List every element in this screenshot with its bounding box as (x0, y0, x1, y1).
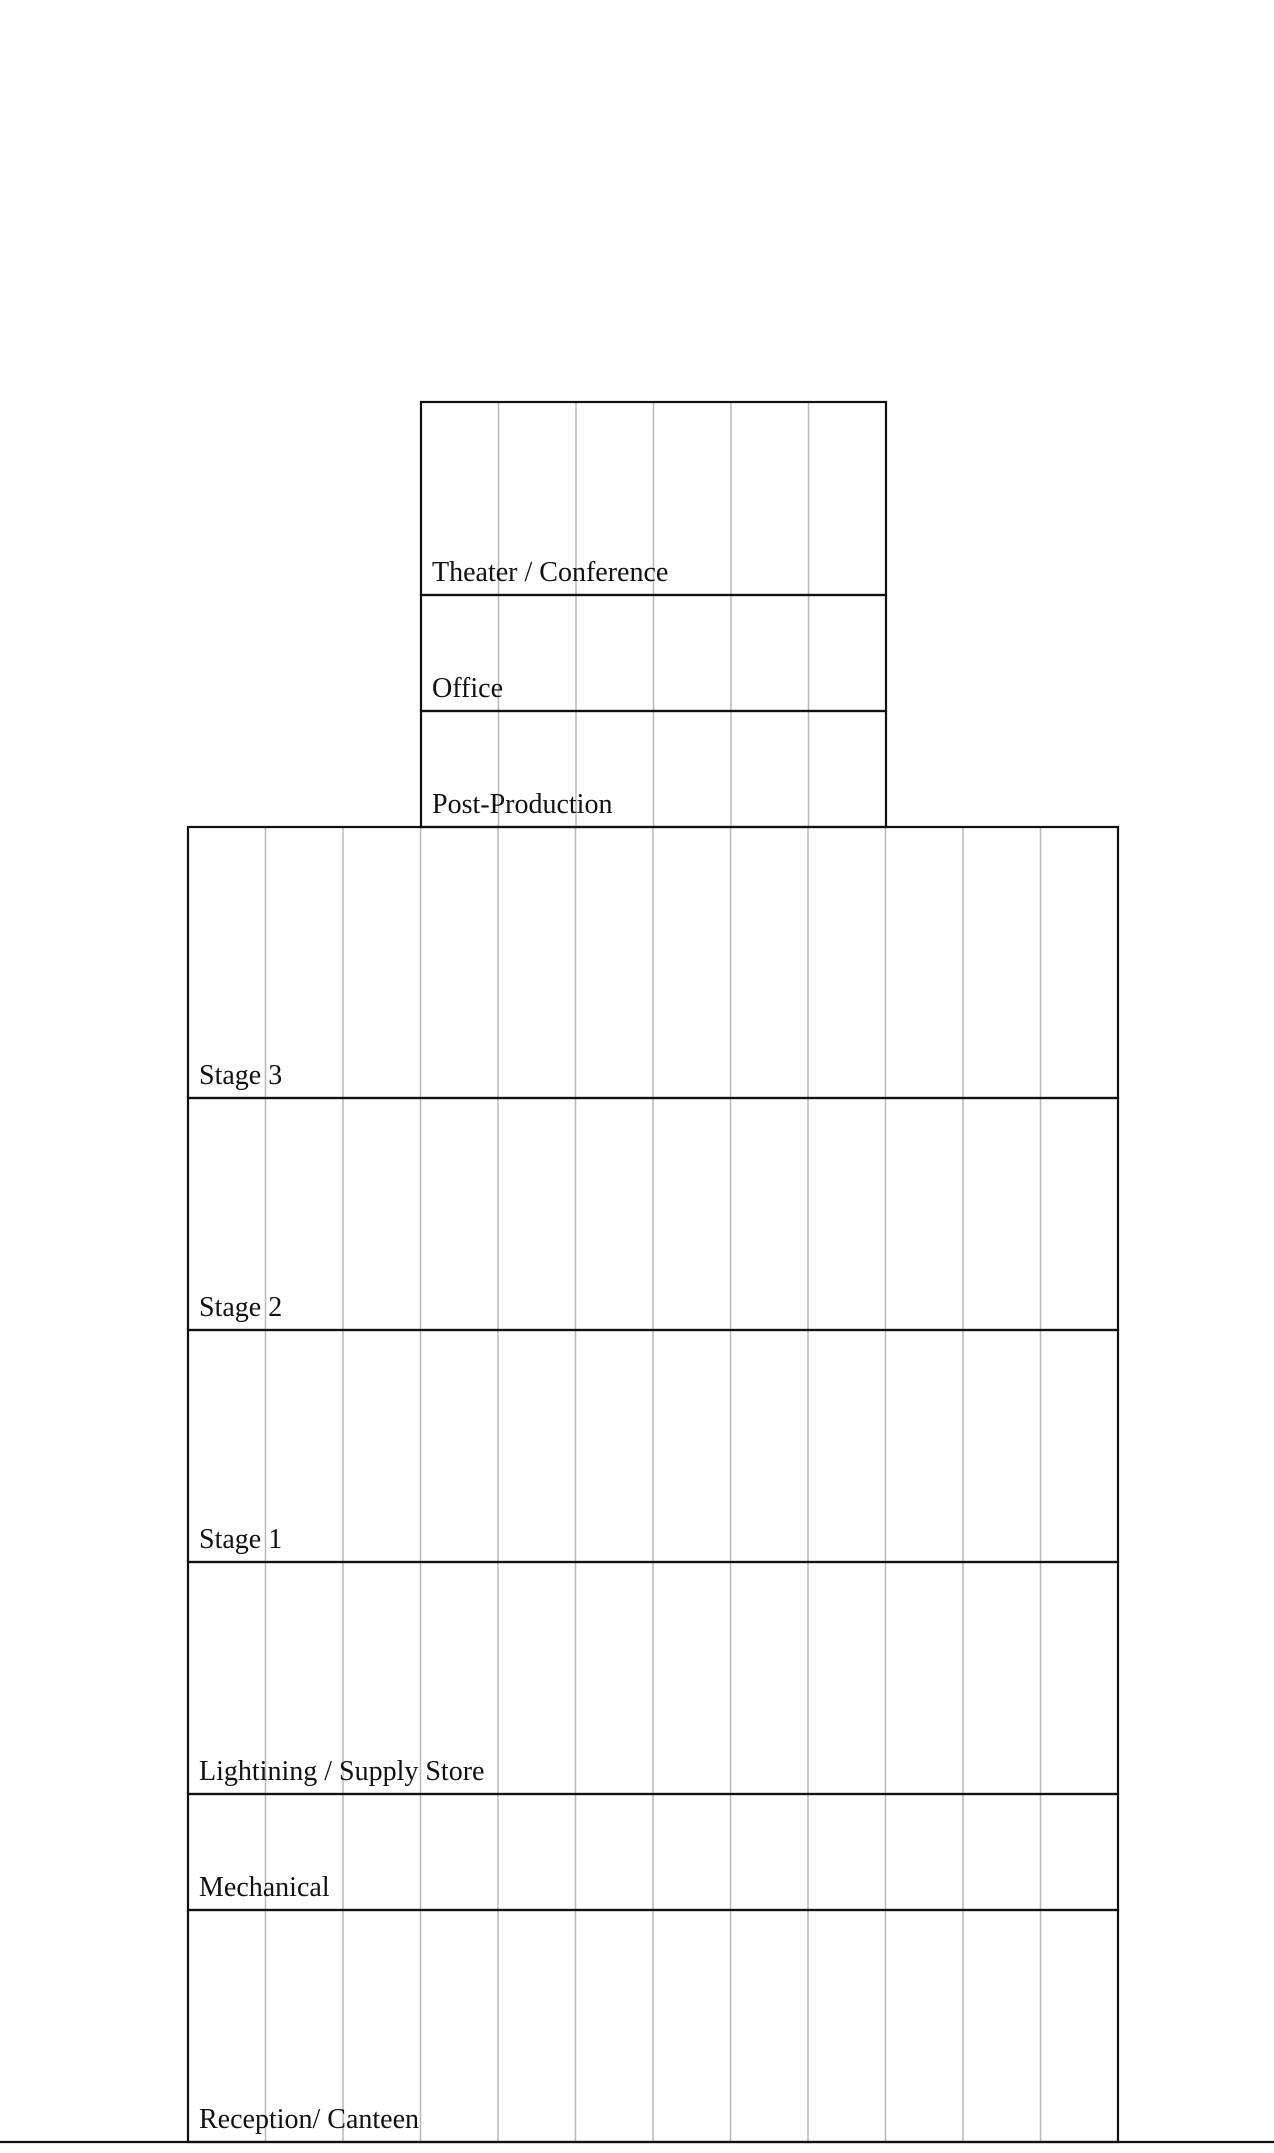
floor-label-stage-3: Stage 3 (199, 1060, 283, 1091)
floor-label-stage-1: Stage 1 (199, 1524, 283, 1555)
floor-labels (199, 557, 668, 2135)
column-grid-lines (266, 402, 1041, 2142)
floor-label-mechanical: Mechanical (199, 1872, 330, 1903)
floor-label-office: Office (432, 673, 503, 704)
floor-label-post-production: Post-Production (432, 789, 613, 820)
floor-label-stage-2: Stage 2 (199, 1292, 283, 1323)
floor-label-theater-conference: Theater / Conference (432, 557, 669, 588)
floor-label-reception-canteen: Reception/ Canteen (199, 2104, 420, 2135)
floor-label-lightining-supply-store: Lightining / Supply Store (199, 1756, 485, 1787)
